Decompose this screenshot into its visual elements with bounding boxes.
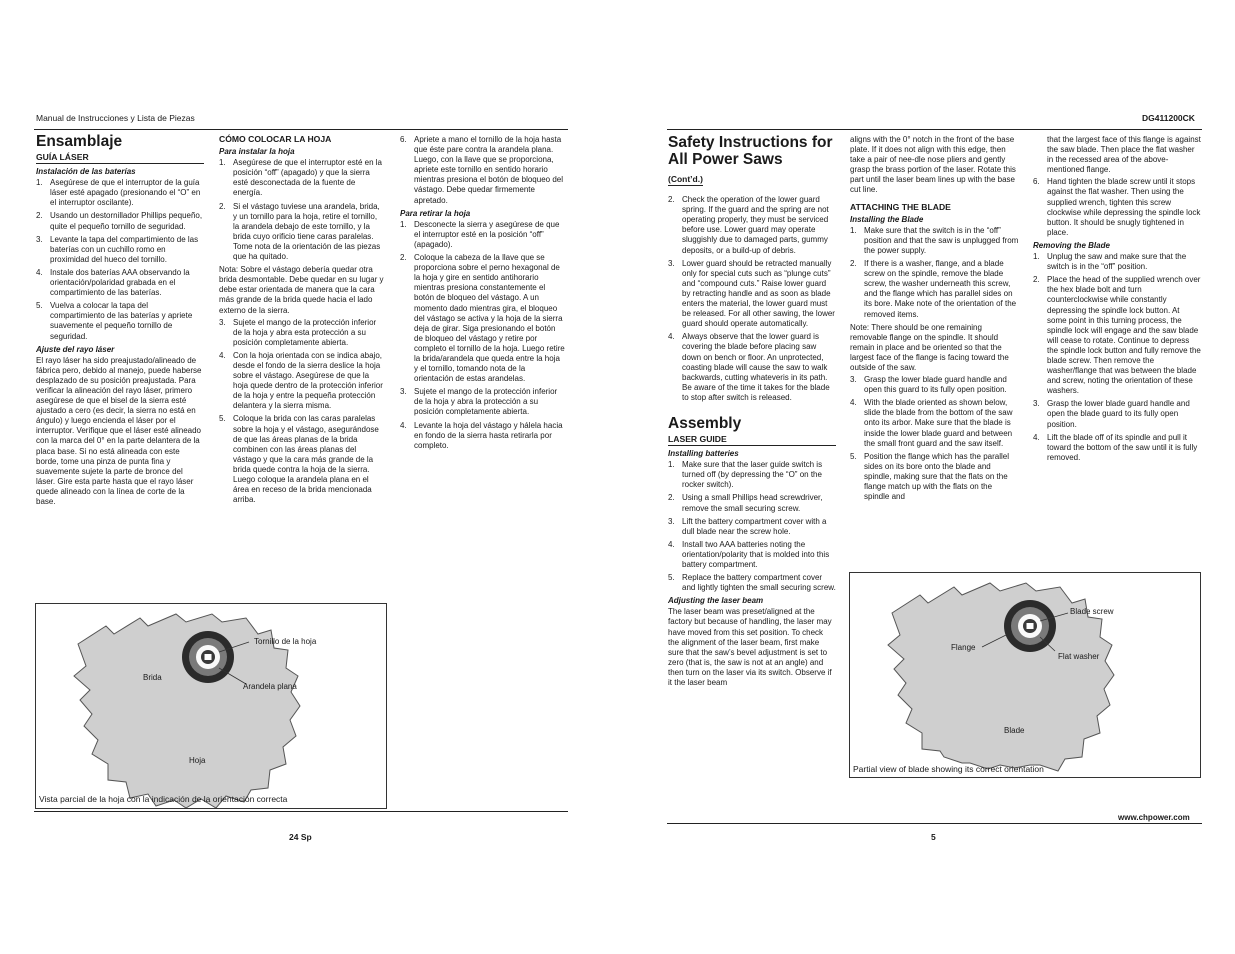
paragraph: that the largest face of this flange is against the saw blade. Then place the flat washer in the recessed area of the above-mentioned flange. — [1047, 135, 1201, 175]
section-heading: GUÍA LÁSER — [36, 152, 204, 164]
spindle-flats — [1027, 623, 1034, 629]
figure-caption: Partial view of blade showing its correct orientation — [853, 764, 1044, 774]
subheading: Installing batteries — [668, 449, 739, 459]
section-title: Safety Instructions for All Power Saws — [668, 134, 833, 168]
numbered-list — [219, 318, 384, 506]
figure-caption: Vista parcial de la hoja con la indicación de la orientación correcta — [39, 794, 288, 804]
page-number: 5 — [931, 832, 936, 842]
list-item: 2. Check the operation of the lower guard spring. If the guard and the spring are not operating properly, they must be serviced before use. Lower guard may operate sluggishly due to damaged parts, gummy deposits, or a build-up of debris. — [668, 195, 829, 255]
right-footer-rule — [667, 823, 1202, 824]
list-item: 4. Instale dos baterías AAA observando la orientación/polaridad grabada en el compartimiento de las baterías. — [36, 267, 190, 298]
list-item: 3. Levante la tapa del compartimiento de las baterías con un cuchillo romo en proximidad del hueco del tornillo. — [36, 234, 199, 264]
subheading: Installing the Blade — [850, 214, 924, 224]
numbered-list — [400, 220, 565, 451]
list-item: 3. Grasp the lower blade guard handle and open this guard to its fully open position. — [850, 375, 1007, 395]
paragraph: aligns with the 0° notch in the front of the base plate. If it does not align with this edge, then take a pair of nee-dle nose pliers and gently grasp the brass portion of the laser. Rotate this part until the laser beam lines up with the base cut line. — [850, 135, 1016, 195]
page-number: 24 Sp — [289, 832, 312, 842]
saw-blade-illustration — [850, 573, 1200, 777]
website-url: www.chpower.com — [1118, 813, 1190, 822]
left-col-2 — [219, 134, 384, 508]
assembly-title: Assembly — [668, 414, 742, 432]
right-col-3 — [1033, 135, 1201, 466]
list-item: 2. Coloque la cabeza de la llave que se proporciona sobre el perno hexagonal de la hoja y gire en sentido antihorario mientras presiona constantemente el botón de bloqueo del vástago. A un momento dado mientras gira, el bloqueo del vástago se activa y la hoja de la sierra deja de girar. Siga presionando el botón de bloqueo del vástago y retire por completo el tornillo de la hoja. Luego retire la brida/arandela que queda entre la hoja y el tornillo, tomando nota de la orientación de estas arandelas. — [400, 253, 565, 384]
list-item: 5. Vuelva a colocar la tapa del compartimiento de las baterías y apriete suavemente el pequeño tornillo de seguridad. — [36, 301, 193, 341]
list-item: 4. Con la hoja orientada con se indica abajo, desde el fondo de la sierra deslice la hoja sobre el vástago. Asegúrese de que la hoja quede dentro de la protección inferior de la hoja y entre la pequeña protección delantera y la sierra misma. — [219, 350, 383, 411]
left-footer-rule — [34, 811, 568, 812]
label-washer: Arandela plana — [243, 682, 297, 691]
list-item: 1. Asegúrese de que el interruptor esté en la posición “off” (apagado) y que la sierra esté desconectada de la fuente de energía. — [219, 158, 382, 198]
list-item: 2. Place the head of the supplied wrench over the hex blade bolt and turn counterclockwise while constantly depressing the spindle lock button. At some point in this turning process, the spindle lock will engage and the saw blade will cease to rotate. Continue to depress the spindle lock button and fully remove the blade screw. Then remove the washer/flange that was between the blade and screw, noting the orientation of these washers. — [1033, 275, 1201, 396]
numbered-list — [850, 375, 1019, 502]
continued-label: (Cont’d.) — [668, 174, 703, 186]
subheading: Para retirar la hoja — [400, 208, 471, 218]
subheading: Adjusting the laser beam — [668, 596, 764, 606]
subheading: Ajuste del rayo láser — [36, 344, 115, 354]
list-item: 1. Unplug the saw and make sure that the switch is in the “off” position. — [1033, 252, 1187, 272]
list-item: 4. Install two AAA batteries noting the orientation/polarity that is molded into this battery compartment. — [668, 539, 830, 569]
section-title: Ensamblaje — [36, 133, 123, 150]
list-item: 4. With the blade oriented as shown below, slide the blade from the bottom of the saw onto its arbor. Make sure that the blade is inside the lower blade guard and between the small front guard and the saw itself. — [850, 398, 1013, 448]
saw-blade-illustration — [36, 604, 386, 808]
subheading: Instalación de las baterías — [36, 167, 136, 177]
list-item: 2. Si el vástago tuviese una arandela, brida, y un tornillo para la hoja, retire el tornillo, la arandela debajo de este tornillo, y la brida cuyo orificio tiene caras paralelas. Tome nota de la orientación de las piezas que ha quitado. — [219, 201, 381, 262]
label-screw: Tornillo de la hoja — [254, 637, 317, 646]
list-item: 2. Using a small Phillips head screwdriver, remove the small securing screw. — [668, 493, 823, 513]
subheading: Para instalar la hoja — [219, 147, 295, 157]
right-page — [640, 0, 1235, 954]
list-item: 4. Lift the blade off of its spindle and pull it toward the bottom of the saw until it is fully removed. — [1033, 432, 1198, 462]
list-item: 5. Position the flange which has the parallel sides on its bore onto the blade and spindle, making sure that the flats on the flange match up with the flats on the spindle and — [850, 451, 1009, 502]
numbered-list — [668, 195, 836, 403]
numbered-list — [1033, 252, 1201, 463]
list-item: 4. Levante la hoja del vástago y hálela hacia en fondo de la sierra hasta retirarla por completo. — [400, 420, 563, 450]
section-heading: CÓMO COLOCAR LA HOJA — [219, 134, 332, 144]
list-item: 6. Apriete a mano el tornillo de la hoja hasta que éste pare contra la arandela plana. Luego, con la llave que se proporciona, apriete este tornillo en sentido horario mientras presiona el botón de bloqueo del vástago. Debe quedar firmemente apretado. — [400, 135, 563, 205]
blade-figure — [35, 603, 387, 809]
blade-figure — [849, 572, 1201, 778]
label-washer: Flat washer — [1058, 652, 1100, 661]
list-item: 2. Usando un destornillador Phillips pequeño, quite el pequeño tornillo de seguridad. — [36, 211, 203, 231]
list-item: 4. Always observe that the lower guard is covering the blade before placing saw down on bench or floor. An unprotected, coasting blade will cause the saw to walk backwards, cutting whateveris in its path. Be aware of the time it takes for the blade to stop after switch is released. — [668, 332, 830, 402]
spindle-flats — [205, 654, 212, 660]
numbered-list — [219, 158, 384, 262]
numbered-list — [36, 178, 204, 341]
left-header: Manual de Instrucciones y Lista de Piezas — [36, 113, 195, 123]
numbered-list — [1033, 177, 1201, 238]
numbered-list — [850, 226, 1019, 320]
paragraph: The laser beam was preset/aligned at the factory but because of handling, the laser may have moved from this set position. To check the alignment of the laser beam, first make sure that the saw’s bevel adjustment is set to zero (that is, the saw is not at an angle) and then turn on the laser via its switch. Observe if it the laser beam — [668, 607, 832, 688]
list-item: 2. If there is a washer, flange, and a blade screw on the spindle, remove the blade screw, the washer underneath this screw, and the flange which has parallel sides on its bore. Make note of the orientation of the removed items. — [850, 259, 1017, 319]
right-header-rule — [667, 129, 1202, 130]
label-blade: Blade — [1004, 726, 1025, 735]
label-flange: Brida — [143, 673, 162, 682]
right-col-2 — [850, 135, 1019, 505]
left-col-3 — [400, 135, 565, 454]
section-heading: ATTACHING THE BLADE — [850, 201, 951, 212]
note: Nota: Sobre el vástago debería quedar otra brida desmontable. Debe quedar en su lugar y debe estar orientada de manera que la cara más grande de la brida quede hacia el lado externo de la sierra. — [219, 265, 384, 315]
numbered-list — [400, 135, 565, 206]
list-item: 5. Coloque la brida con las caras paralelas sobre la hoja y el vástago, asegurándose de que las áreas planas de la brida combinen con las áreas planas del vástago y que la cara más grande de la brida quede contra la hoja de la sierra. Luego coloque la arandela plana en el área en receso de la brida mencionada arriba. — [219, 414, 379, 505]
right-col-1 — [668, 134, 836, 690]
list-item: 1. Asegúrese de que el interruptor de la guía láser esté apagado (presionando el “O” en el interruptor oscilante). — [36, 178, 201, 208]
label-blade: Hoja — [189, 756, 206, 765]
list-item: 6. Hand tighten the blade screw until it stops against the flat washer. Then using the supplied wrench, tighten this screw clockwise while depressing the spindle lock button. It should be snugly tightened in place. — [1033, 177, 1201, 237]
paragraph: El rayo láser ha sido preajustado/alineado de fábrica pero, debido al manejo, puede haberse desplazado de su posición preajustada. Para verificar la alineación del rayo láser, primero asegúrese de que el bisel de la sierra esté ajustado a cero (es decir, la sierra no está en ángulo) y luego encienda el láser por el interruptor. Verifique que el láser esté alineado con la marca del 0° en la parte delantera de la placa base. Si no está alineada con este borde, tome una pinza de punta fina y suavemente sujete la parte de bronce del láser. Gire esta parte hasta que el rayo láser quede alineado con la línea de corte de la base. — [36, 355, 202, 506]
list-item: 3. Grasp the lower blade guard handle and open the blade guard to its fully open position. — [1033, 399, 1190, 429]
section-heading: LASER GUIDE — [668, 434, 836, 446]
label-flange: Flange — [951, 643, 976, 652]
left-header-rule — [34, 129, 568, 130]
list-item: 1. Make sure that the laser guide switch is turned off (by depressing the “O” on the rocker switch). — [668, 460, 823, 490]
list-item: 3. Lift the battery compartment cover with a dull blade near the screw hole. — [668, 516, 827, 536]
model-number: DG411200CK — [1142, 113, 1195, 123]
subheading: Removing the Blade — [1033, 240, 1110, 250]
list-item: 5. Replace the battery compartment cover and lightly tighten the small securing screw. — [668, 573, 836, 593]
label-screw: Blade screw — [1070, 607, 1114, 616]
list-item: 3. Sujete el mango de la protección inferior de la hoja y abra esta protección a su posición completamente abierta. — [219, 317, 377, 347]
list-item: 1. Desconecte la sierra y asegúrese de que el interruptor esté en la posición “off” (apagado). — [400, 219, 560, 249]
left-col-1 — [36, 133, 204, 509]
list-item: 3. Sujete el mango de la protección inferior de la hoja y abra la protección a su posición completamente abierta. — [400, 387, 558, 417]
numbered-list — [668, 460, 836, 593]
note: Note: There should be one remaining removable flange on the spindle. It should remain in place and be oriented so that the largest face of the flange is facing toward the outside of the saw. — [850, 322, 1009, 372]
list-item: 3. Lower guard should be retracted manually only for special cuts such as “plunge cuts” and “compound cuts.” Raise lower guard by retracting handle and as soon as blade enters the material, the lower guard must be released. For all other sawing, the lower guard should operate automatically. — [668, 258, 835, 329]
left-page — [0, 0, 590, 954]
list-item: 1. Make sure that the switch is in the “off” position and that the saw is unplugged from the power supply. — [850, 225, 1019, 255]
